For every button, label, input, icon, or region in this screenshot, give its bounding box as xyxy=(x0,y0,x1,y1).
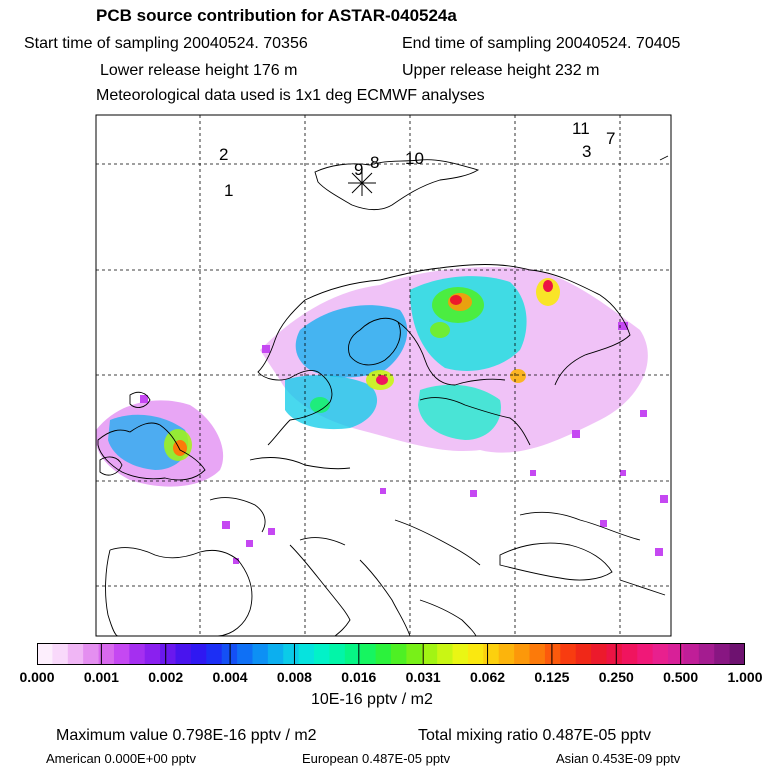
colorbar-swatch xyxy=(653,643,669,665)
colorbar-swatch xyxy=(699,643,715,665)
colorbar-swatch xyxy=(591,643,607,665)
colorbar-swatch xyxy=(422,643,438,665)
map-label: 8 xyxy=(370,153,380,172)
colorbar-tick-label: 0.125 xyxy=(534,669,570,685)
colorbar-swatch xyxy=(668,643,684,665)
colorbar-tick-label: 0.001 xyxy=(83,669,119,685)
colorbar-swatch xyxy=(514,643,530,665)
european-contribution: European 0.487E-05 pptv xyxy=(302,751,451,766)
colorbar-tick-label: 0.500 xyxy=(663,669,699,685)
colorbar xyxy=(37,643,745,665)
map-label: 3 xyxy=(582,142,592,161)
colorbar-swatch xyxy=(37,643,53,665)
maximum-value: Maximum value 0.798E-16 pptv / m2 xyxy=(56,727,317,744)
colorbar-swatch xyxy=(406,643,422,665)
colorbar-swatch xyxy=(160,643,176,665)
colorbar-swatch xyxy=(129,643,145,665)
colorbar-swatch xyxy=(683,643,699,665)
upper-height-label: Upper release height 232 m xyxy=(402,62,600,79)
map-label: 10 xyxy=(405,149,424,168)
colorbar-swatch xyxy=(714,643,730,665)
colorbar-swatch xyxy=(360,643,376,665)
colorbar-tick-label: 0.004 xyxy=(212,669,248,685)
colorbar-swatch xyxy=(530,643,546,665)
colorbar-swatch xyxy=(52,643,68,665)
colorbar-swatch xyxy=(391,643,407,665)
colorbar-swatch xyxy=(376,643,392,665)
colorbar-tick-label: 0.250 xyxy=(598,669,634,685)
map-label: 11 xyxy=(572,119,590,138)
colorbar-swatch xyxy=(83,643,99,665)
plot-title: PCB source contribution for ASTAR-040524a xyxy=(96,6,457,25)
asian-contribution: Asian 0.453E-09 pptv xyxy=(556,751,681,766)
colorbar-tick-label: 0.016 xyxy=(341,669,377,685)
colorbar-swatch xyxy=(252,643,268,665)
colorbar-swatch xyxy=(283,643,299,665)
colorbar-swatch xyxy=(606,643,622,665)
trajectory-labels xyxy=(219,119,615,200)
colorbar-swatch xyxy=(468,643,484,665)
colorbar-unit: 10E-16 pptv / m2 xyxy=(311,691,433,708)
colorbar-swatch xyxy=(545,643,561,665)
colorbar-swatch xyxy=(68,643,84,665)
plume-field xyxy=(96,267,668,564)
map-label: 9 xyxy=(354,160,364,179)
colorbar-swatch xyxy=(483,643,499,665)
colorbar-swatch xyxy=(314,643,330,665)
colorbar-tick-label: 0.002 xyxy=(148,669,184,685)
colorbar-tick-label: 0.062 xyxy=(470,669,506,685)
colorbar-swatch xyxy=(622,643,638,665)
colorbar-tick-label: 0.031 xyxy=(405,669,441,685)
colorbar-swatch xyxy=(453,643,469,665)
colorbar-swatch xyxy=(637,643,653,665)
map-label: 1 xyxy=(224,181,234,200)
map-label: 7 xyxy=(606,129,616,148)
colorbar-tick-label: 0.008 xyxy=(276,669,312,685)
colorbar-tick-label: 1.000 xyxy=(727,669,763,685)
colorbar-swatch xyxy=(176,643,192,665)
colorbar-swatch xyxy=(191,643,207,665)
start-time-label: Start time of sampling 20040524. 70356 xyxy=(24,35,308,52)
colorbar-tick-label: 0.000 xyxy=(19,669,55,685)
colorbar-swatch xyxy=(329,643,345,665)
colorbar-swatch xyxy=(437,643,453,665)
map-label: 2 xyxy=(219,145,229,164)
colorbar-swatch xyxy=(237,643,253,665)
colorbar-swatch xyxy=(560,643,576,665)
colorbar-swatch xyxy=(145,643,161,665)
colorbar-swatch xyxy=(576,643,592,665)
colorbar-swatch xyxy=(268,643,284,665)
total-mixing-ratio: Total mixing ratio 0.487E-05 pptv xyxy=(418,727,652,744)
american-contribution: American 0.000E+00 pptv xyxy=(46,751,196,766)
colorbar-swatch xyxy=(114,643,130,665)
met-data-label: Meteorological data used is 1x1 deg ECMWF analyses xyxy=(96,87,485,104)
colorbar-swatch xyxy=(206,643,222,665)
end-time-label: End time of sampling 20040524. 70405 xyxy=(402,35,681,52)
colorbar-swatch xyxy=(499,643,515,665)
colorbar-swatch xyxy=(730,643,745,665)
lower-height-label: Lower release height 176 m xyxy=(100,62,298,79)
colorbar-swatch xyxy=(299,643,315,665)
